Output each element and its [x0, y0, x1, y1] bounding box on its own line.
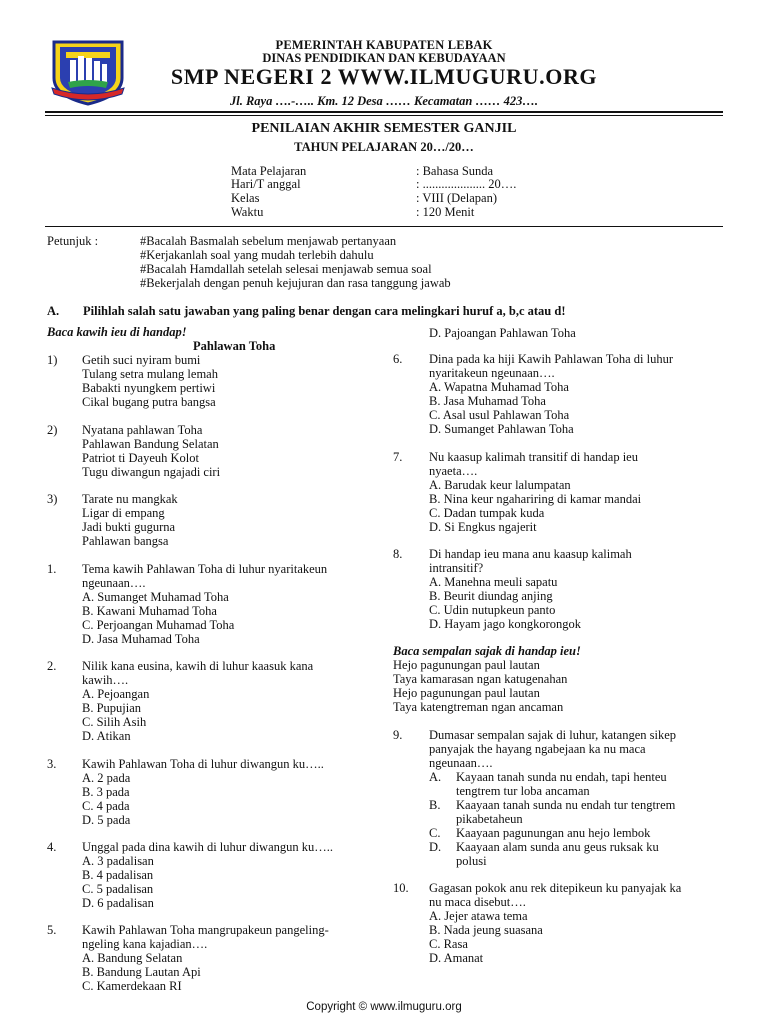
answer-option[interactable]: C. Dadan tumpak kuda [429, 506, 545, 520]
header-divider-thin [45, 115, 723, 116]
instructions-label: Petunjuk : [47, 234, 99, 248]
answer-option[interactable]: A. 3 padalisan [82, 854, 154, 868]
answer-option[interactable]: D. Si Engkus ngajerit [429, 520, 537, 534]
poem-line: Taya kamarasan ngan katugenahan [393, 672, 568, 686]
poem-line: Pahlawan Bandung Selatan [82, 437, 219, 451]
info-label-date: Hari/T anggal [231, 177, 301, 191]
stanza-number: 2) [47, 423, 58, 437]
answer-option[interactable]: A. Sumanget Muhamad Toha [82, 590, 229, 604]
academic-year: TAHUN PELAJARAN 20…/20… [294, 140, 474, 154]
instruction-item: #Bacalah Basmalah sebelum menjawab pertanyaan [140, 234, 397, 248]
info-label-class: Kelas [231, 191, 260, 205]
question-number: 10. [393, 881, 409, 895]
answer-option[interactable]: D. 5 pada [82, 813, 131, 827]
copyright-footer: Copyright © www.ilmuguru.org [306, 1001, 462, 1013]
option-letter[interactable]: A. [429, 770, 442, 784]
answer-option[interactable]: pikabetaheun [456, 812, 523, 826]
answer-option[interactable]: A. Pejoangan [82, 687, 150, 701]
poem-line: Cikal bugang putra bangsa [82, 395, 216, 409]
answer-option[interactable]: B. Beurit diundag anjing [429, 589, 553, 603]
answer-option[interactable]: Kaayaan pagunungan anu hejo lembok [456, 826, 651, 840]
answer-option[interactable]: B. Jasa Muhamad Toha [429, 394, 546, 408]
poem-line: Hejo pagunungan paul lautan [393, 686, 540, 700]
question-text: kawih…. [82, 673, 129, 687]
answer-option[interactable]: A. 2 pada [82, 771, 131, 785]
answer-option[interactable]: D. Pajoangan Pahlawan Toha [429, 326, 576, 340]
answer-option[interactable]: C. Rasa [429, 937, 468, 951]
poem-line: Ligar di empang [82, 506, 165, 520]
question-number: 6. [393, 352, 403, 366]
answer-option[interactable]: B. Kawani Muhamad Toha [82, 604, 217, 618]
stanza-number: 1) [47, 353, 58, 367]
question-text: intransitif? [429, 561, 484, 575]
question-text: Di handap ieu mana anu kaasup kalimah [429, 547, 632, 561]
poem-line: Babakti nyungkem pertiwi [82, 381, 216, 395]
answer-option[interactable]: C. Asal usul Pahlawan Toha [429, 408, 570, 422]
info-value-subject: : Bahasa Sunda [416, 164, 494, 178]
exam-title: PENILAIAN AKHIR SEMESTER GANJIL [251, 121, 517, 136]
info-divider [45, 226, 723, 227]
question-text: ngeling kana kajadian…. [82, 937, 208, 951]
answer-option[interactable]: Kaayaan alam sunda anu geus ruksak ku [456, 840, 659, 854]
answer-option[interactable]: A. Wapatna Muhamad Toha [429, 380, 569, 394]
poem-line: Tugu diwangun ngajadi ciri [82, 465, 221, 479]
poem-line: Taya katengtreman ngan ancaman [393, 700, 564, 714]
answer-option[interactable]: C. Perjoangan Muhamad Toha [82, 618, 235, 632]
answer-option[interactable]: tengtrem tur loba ancaman [456, 784, 590, 798]
question-text: Kawih Pahlawan Toha mangrupakeun pangeling- [82, 923, 329, 937]
poem-line: Jadi bukti gugurna [82, 520, 176, 534]
school-name: SMP NEGERI 2 WWW.ILMUGURU.ORG [170, 64, 598, 89]
question-number: 7. [393, 450, 403, 464]
answer-option[interactable]: D. 6 padalisan [82, 896, 154, 910]
answer-option[interactable]: C. 4 pada [82, 799, 130, 813]
department-header: DINAS PENDIDIKAN DAN KEBUDAYAAN [262, 51, 506, 65]
answer-option[interactable]: Kayaan tanah sunda nu endah, tapi henteu [456, 770, 667, 784]
question-text: Dina pada ka hiji Kawih Pahlawan Toha di luhur [429, 352, 673, 366]
section-a-number: A. [47, 304, 60, 318]
answer-option[interactable]: B. Bandung Lautan Api [82, 965, 201, 979]
answer-option[interactable]: C. Kamerdekaan RI [82, 979, 182, 993]
instruction-item: #Kerjakanlah soal yang mudah terlebih dahulu [140, 248, 374, 262]
question-text: nyaritakeun ngeunaan…. [429, 366, 555, 380]
question-text: ngeunaan…. [82, 576, 146, 590]
poem-line: Tulang setra mulang lemah [82, 367, 218, 381]
info-label-subject: Mata Pelajaran [231, 164, 307, 178]
question-text: Nu kaasup kalimah transitif di handap ieu [429, 450, 638, 464]
question-text: Unggal pada dina kawih di luhur diwangun ku….. [82, 840, 333, 854]
poem-excerpt-intro: Baca sempalan sajak di handap ieu! [393, 644, 581, 658]
answer-option[interactable]: B. 3 pada [82, 785, 130, 799]
option-letter[interactable]: C. [429, 826, 441, 840]
option-letter[interactable]: B. [429, 798, 441, 812]
option-letter[interactable]: D. [429, 840, 442, 854]
poem-line: Getih suci nyiram bumi [82, 353, 201, 367]
instruction-item: #Bacalah Hamdallah setelah selesai menjawab semua soal [140, 262, 432, 276]
question-number: 8. [393, 547, 403, 561]
answer-option[interactable]: B. 4 padalisan [82, 868, 154, 882]
question-text: Nilik kana eusina, kawih di luhur kaasuk kana [82, 659, 314, 673]
stanza-number: 3) [47, 492, 58, 506]
answer-option[interactable]: D. Atikan [82, 729, 131, 743]
answer-option[interactable]: D. Hayam jago kongkorongok [429, 617, 582, 631]
answer-option[interactable]: Kaayaan tanah sunda nu endah tur tengtrem [456, 798, 676, 812]
poem-line: Tarate nu mangkak [82, 492, 178, 506]
government-header: PEMERINTAH KABUPATEN LEBAK [275, 38, 493, 52]
poem-intro: Baca kawih ieu di handap! [47, 325, 187, 339]
answer-option[interactable]: D. Sumanget Pahlawan Toha [429, 422, 574, 436]
section-a-instruction: Pilihlah salah satu jawaban yang paling benar dengan cara melingkari huruf a, b,c atau d! [83, 304, 566, 318]
question-number: 5. [47, 923, 57, 937]
answer-option[interactable]: C. 5 padalisan [82, 882, 154, 896]
answer-option[interactable]: polusi [456, 854, 487, 868]
question-text: nyaeta…. [429, 464, 478, 478]
poem-line: Patriot ti Dayeuh Kolot [82, 451, 199, 465]
poem-title: Pahlawan Toha [193, 339, 276, 353]
info-label-time: Waktu [231, 205, 264, 219]
question-text: nu maca disebut…. [429, 895, 526, 909]
answer-option[interactable]: B. Pupujian [82, 701, 142, 715]
question-number: 1. [47, 562, 57, 576]
question-number: 4. [47, 840, 57, 854]
answer-option[interactable]: A. Manehna meuli sapatu [429, 575, 558, 589]
answer-option[interactable]: C. Silih Asih [82, 715, 147, 729]
question-number: 3. [47, 757, 57, 771]
question-text: Gagasan pokok anu rek ditepikeun ku panyajak ka [429, 881, 682, 895]
info-value-class: : VIII (Delapan) [416, 191, 497, 205]
answer-option[interactable]: D. Jasa Muhamad Toha [82, 632, 200, 646]
question-text: Tema kawih Pahlawan Toha di luhur nyaritakeun [82, 562, 328, 576]
answer-option[interactable]: C. Udin nutupkeun panto [429, 603, 556, 617]
question-text: Dumasar sempalan sajak di luhur, katangen sikep [429, 728, 676, 742]
header-divider-thick [45, 111, 723, 113]
instruction-item: #Bekerjalah dengan penuh kejujuran dan rasa tanggung jawab [140, 276, 451, 290]
answer-option[interactable]: A. Bandung Selatan [82, 951, 183, 965]
question-text: panyajak the hayang ngabejaan ka nu maca [429, 742, 646, 756]
question-text: Kawih Pahlawan Toha di luhur diwangun ku….. [82, 757, 324, 771]
answer-option[interactable]: B. Nada jeung suasana [429, 923, 543, 937]
question-text: ngeunaan…. [429, 756, 493, 770]
answer-option[interactable]: A. Barudak keur lalumpatan [429, 478, 571, 492]
poem-line: Hejo pagunungan paul lautan [393, 658, 540, 672]
info-value-date: : .................... 20…. [416, 177, 517, 191]
answer-option[interactable]: D. Amanat [429, 951, 484, 965]
question-number: 2. [47, 659, 57, 673]
poem-line: Pahlawan bangsa [82, 534, 169, 548]
answer-option[interactable]: B. Nina keur ngahariring di kamar mandai [429, 492, 642, 506]
answer-option[interactable]: A. Jejer atawa tema [429, 909, 528, 923]
question-number: 9. [393, 728, 403, 742]
school-address: Jl. Raya ….-….. Km. 12 Desa …… Kecamatan …… 423…. [230, 94, 538, 108]
info-value-time: : 120 Menit [416, 205, 475, 219]
poem-line: Nyatana pahlawan Toha [82, 423, 203, 437]
